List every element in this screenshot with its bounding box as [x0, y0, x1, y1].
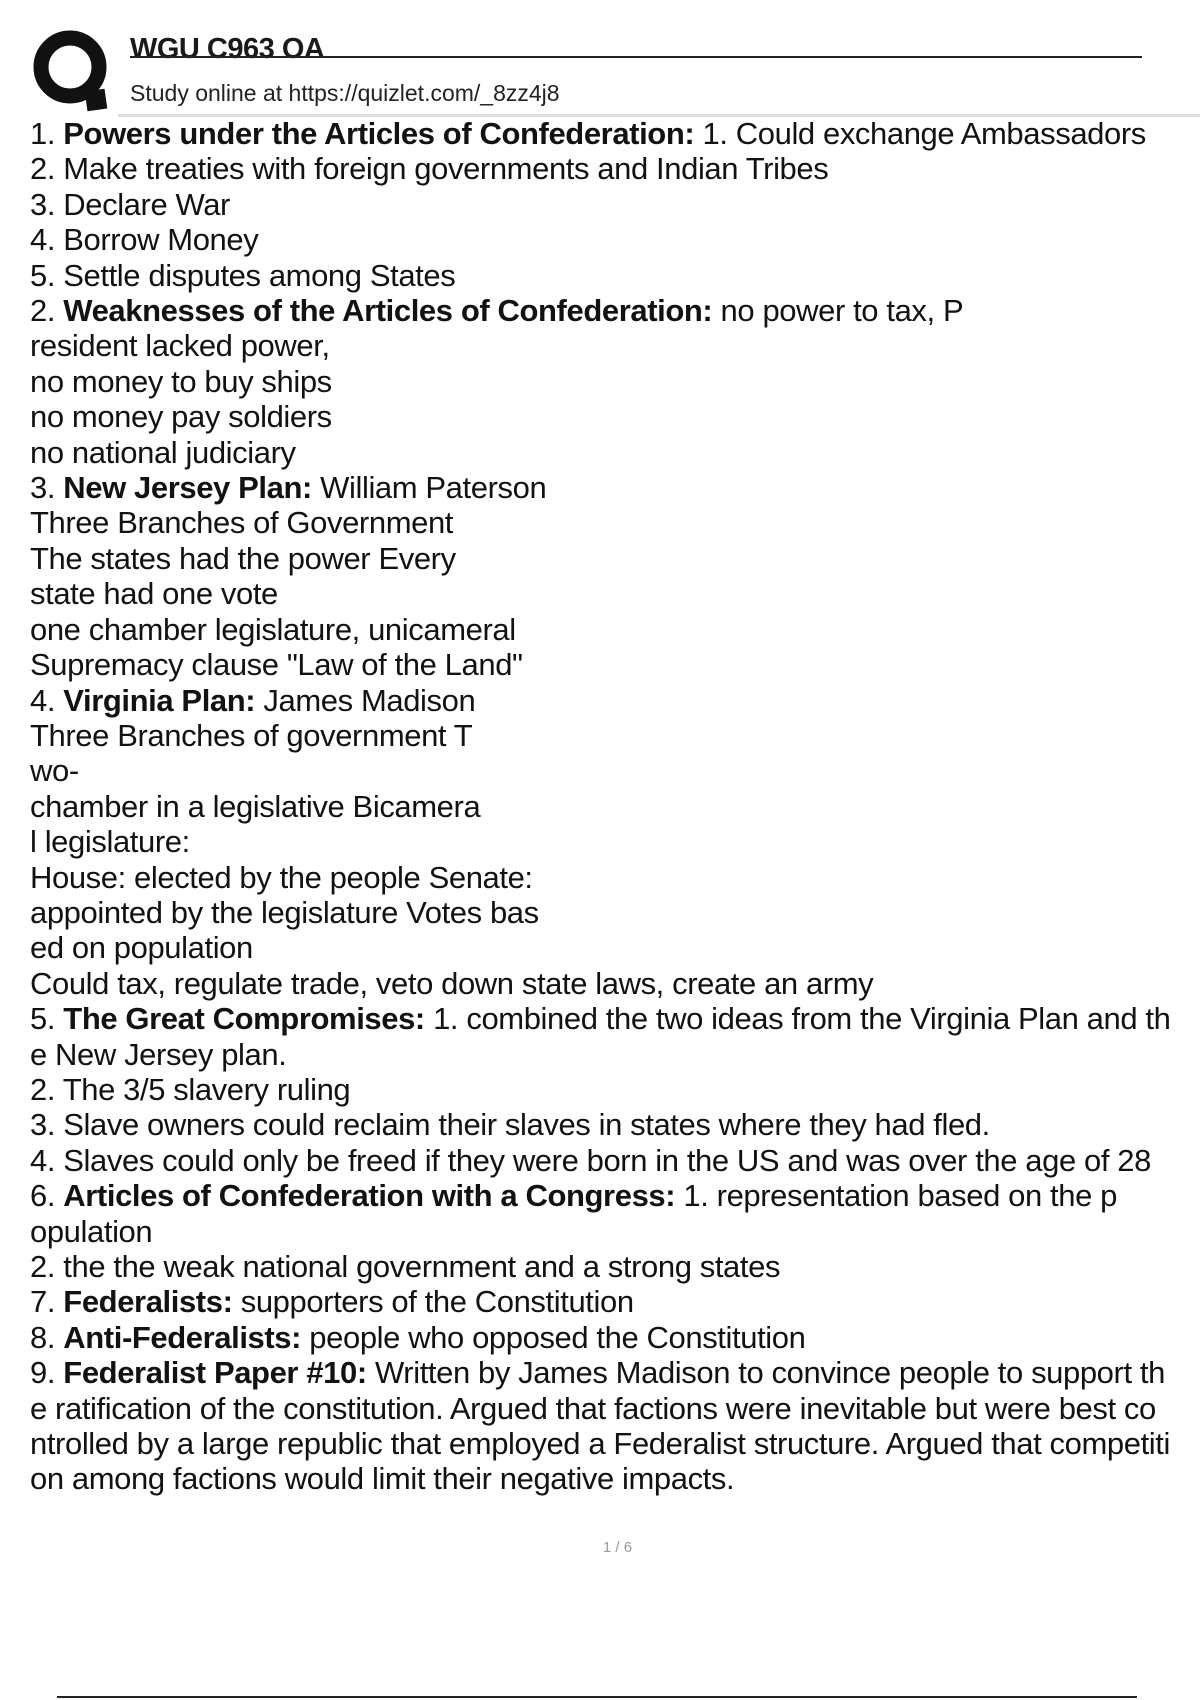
- definition-line: [30, 753, 1195, 788]
- term-line: [30, 470, 1195, 505]
- definition-text: 1. combined the two ideas from the Virginia Plan and th: [424, 1001, 1171, 1037]
- definition-text: e ratification of the constitution. Argued that factions were inevitable but were best co: [30, 1390, 1156, 1426]
- term-line: [30, 1320, 1195, 1355]
- definition-text: 2. Make treaties with foreign governments and Indian Tribes: [30, 151, 829, 187]
- definition-text: 2. The 3/5 slavery ruling: [30, 1071, 351, 1107]
- term-label: New Jersey Plan:: [63, 470, 312, 506]
- definition-text: on among factions would limit their negative impacts.: [30, 1461, 735, 1497]
- definition-line: [30, 1072, 1195, 1107]
- definition-line: [30, 151, 1195, 186]
- definition-text: James Madison: [255, 682, 476, 718]
- term-number: 4.: [30, 682, 64, 718]
- definition-text: chamber in a legislative Bicamera: [30, 788, 481, 824]
- term-line: [30, 1355, 1195, 1390]
- definition-text: people who opposed the Constitution: [301, 1319, 806, 1355]
- definition-text: 4. Borrow Money: [30, 222, 259, 258]
- term-number: 3.: [30, 470, 64, 506]
- definition-text: ntrolled by a large republic that employed a Federalist structure. Argued that competiti: [30, 1426, 1170, 1462]
- definition-text: 2. the the weak national government and a strong states: [30, 1249, 781, 1284]
- definition-line: [30, 258, 1195, 293]
- term-label: The Great Compromises:: [63, 1001, 425, 1037]
- definition-text: ed on population: [30, 930, 253, 966]
- definition-text: 4. Slaves could only be freed if they were born in the US and was over the age of 28: [30, 1142, 1151, 1178]
- definition-text: 1. representation based on the p: [675, 1178, 1117, 1214]
- definition-line: [30, 930, 1195, 965]
- definition-line: [30, 895, 1195, 930]
- definition-text: l legislature:: [30, 824, 190, 860]
- definition-line: [30, 1249, 1195, 1284]
- definition-line: [30, 435, 1195, 470]
- term-number: 2.: [30, 293, 64, 329]
- term-number: 9.: [30, 1355, 64, 1391]
- term-label: Federalists:: [63, 1284, 233, 1320]
- term-line: [30, 293, 1195, 328]
- flashcard-content: [30, 116, 1195, 1497]
- definition-line: [30, 1214, 1195, 1249]
- term-line: [30, 1178, 1195, 1213]
- definition-line: [30, 966, 1195, 1001]
- term-number: 8.: [30, 1319, 64, 1355]
- definition-text: no power to tax, P: [712, 293, 964, 329]
- quizlet-q-logo-icon: [30, 30, 112, 112]
- definition-line: [30, 718, 1195, 753]
- definition-text: state had one vote: [30, 576, 278, 612]
- term-number: 1.: [30, 116, 64, 151]
- definition-text: one chamber legislature, unicameral: [30, 611, 516, 647]
- definition-line: [30, 612, 1195, 647]
- definition-text: Could tax, regulate trade, veto down state laws, create an army: [30, 965, 874, 1001]
- definition-line: [30, 399, 1195, 434]
- term-number: 7.: [30, 1284, 64, 1320]
- definition-text: William Paterson: [311, 470, 547, 506]
- definition-text: opulation: [30, 1213, 153, 1249]
- definition-text: no money to buy ships: [30, 363, 332, 399]
- definition-text: 3. Declare War: [30, 186, 230, 222]
- term-line: [30, 683, 1195, 718]
- term-label: Anti-Federalists:: [63, 1319, 302, 1355]
- term-label: Federalist Paper #10:: [63, 1355, 367, 1391]
- definition-text: Three Branches of government T: [30, 717, 473, 753]
- footer-divider: [57, 1696, 1137, 1698]
- definition-text: no national judiciary: [30, 434, 296, 470]
- definition-line: [30, 505, 1195, 540]
- definition-text: e New Jersey plan.: [30, 1036, 287, 1072]
- definition-line: [30, 187, 1195, 222]
- definition-line: [30, 1037, 1195, 1072]
- definition-line: [30, 541, 1195, 576]
- definition-text: wo-: [30, 753, 79, 789]
- definition-line: [30, 1461, 1195, 1496]
- definition-line: [30, 1426, 1195, 1461]
- term-label: Virginia Plan:: [63, 682, 256, 718]
- definition-line: [30, 1391, 1195, 1426]
- study-online-link-text: Study online at https://quizlet.com/_8zz4j8: [130, 80, 560, 106]
- definition-text: 1. Could exchange Ambassadors: [694, 116, 1146, 151]
- definition-line: [30, 789, 1195, 824]
- document-title: WGU C963 OA: [130, 33, 325, 65]
- definition-line: [30, 328, 1195, 363]
- term-line: [30, 1001, 1195, 1036]
- definition-text: no money pay soldiers: [30, 399, 332, 435]
- definition-text: House: elected by the people Senate:: [30, 859, 533, 895]
- definition-text: Three Branches of Government: [30, 505, 454, 541]
- term-label: Weaknesses of the Articles of Confederation:: [63, 293, 713, 329]
- definition-text: appointed by the legislature Votes bas: [30, 894, 539, 930]
- term-number: 6.: [30, 1178, 64, 1214]
- term-line: [30, 1284, 1195, 1319]
- definition-line: [30, 576, 1195, 611]
- definition-text: 3. Slave owners could reclaim their slaves in states where they had fled.: [30, 1107, 990, 1143]
- definition-line: [30, 824, 1195, 859]
- definition-text: resident lacked power,: [30, 328, 330, 364]
- definition-text: Written by James Madison to convince people to support th: [366, 1355, 1165, 1391]
- page-indicator: 1 / 6: [602, 1539, 633, 1556]
- definition-text: Supremacy clause "Law of the Land": [30, 647, 523, 683]
- term-label: Articles of Confederation with a Congress:: [63, 1178, 676, 1214]
- term-number: 5.: [30, 1001, 64, 1037]
- definition-line: [30, 860, 1195, 895]
- definition-text: supporters of the Constitution: [232, 1284, 634, 1320]
- definition-text: The states had the power Every: [30, 540, 456, 576]
- definition-line: [30, 1143, 1195, 1178]
- definition-line: [30, 222, 1195, 257]
- title-strike-rule: [130, 56, 1142, 58]
- definition-text: 5. Settle disputes among States: [30, 257, 456, 293]
- definition-line: [30, 1107, 1195, 1142]
- definition-line: [30, 647, 1195, 682]
- definition-line: [30, 364, 1195, 399]
- term-label: Powers under the Articles of Confederation:: [63, 116, 695, 151]
- term-line: [30, 116, 1195, 151]
